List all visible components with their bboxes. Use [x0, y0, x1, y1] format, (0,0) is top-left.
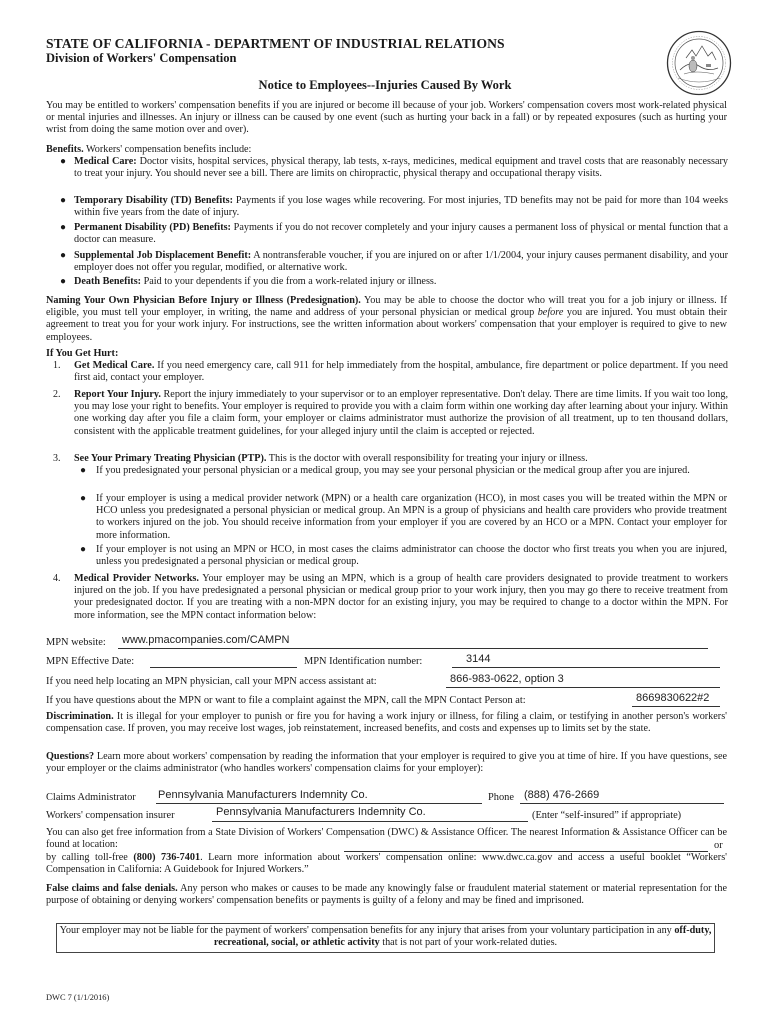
mpn-effective-date-label: MPN Effective Date:: [46, 656, 135, 667]
mpn-website-value[interactable]: www.pmacompanies.com/CAMPN: [122, 634, 290, 646]
form-number: DWC 7 (1/1/2016): [46, 993, 110, 1002]
benefit-label: Supplemental Job Displacement Benefit:: [74, 250, 252, 261]
benefit-supplemental-job: [74, 250, 728, 274]
benefit-label: Death Benefits:: [74, 276, 142, 287]
if-hurt-heading: [46, 348, 727, 360]
benefit-label: Temporary Disability (TD) Benefits:: [74, 195, 233, 206]
if-hurt-title: If You Get Hurt:: [46, 348, 119, 359]
dwc-location-field[interactable]: [344, 839, 708, 852]
benefit-text: A nontransferable voucher, if you are injured on or after 1/1/2004, your injury causes permanent disability, and your employer does not offer you regular, modified, or alternative work.: [74, 250, 728, 274]
dwc-text-2: . Learn more information about workers' compensation online: www.dwc.ca.gov and access a useful booklet “Workers' Compensation in California: A Guidebook for Injured Workers.”: [46, 852, 727, 876]
benefit-permanent-disability: [74, 222, 728, 246]
benefit-label: Permanent Disability (PD) Benefits:: [74, 222, 231, 233]
step-label: Medical Provider Networks.: [74, 573, 199, 584]
benefits-heading: [46, 144, 727, 156]
mpn-effective-date-field[interactable]: [150, 655, 297, 668]
benefit-medical-care: [74, 156, 728, 180]
step-primary-physician: [74, 453, 728, 465]
dwc-text: by calling toll-free: [46, 852, 134, 863]
discrimination-text: It is illegal for your employer to punish or fire you for having a work injury or illness, for filing a claim, or testifying in another person's workers' compensation case. If proven, you may receive lost wages, job reinstatement, increased benefits, and costs and expenses up to limits set by the state.: [46, 711, 727, 735]
step-text: This is the doctor with overall responsibility for treating your injury or illness.: [266, 453, 588, 464]
questions-paragraph: [46, 751, 727, 775]
step-report-injury: [74, 389, 728, 438]
benefit-text: Payments if you do not recover completely and your injury causes a permanent loss of physical or mental function that a doctor can measure.: [74, 222, 728, 246]
mpn-access-value[interactable]: 866-983-0622, option 3: [450, 673, 564, 685]
box-emphasis: off-duty, recreational, social, or athletic activity: [213, 925, 712, 949]
bullet-icon: ●: [60, 156, 67, 167]
false-claims-text: Any person who makes or causes to be made any knowingly false or fraudulent material statement or material representation for the purpose of obtaining or denying workers' compensation benefits or payments is guilty of a felony and may be fined and imprisoned.: [46, 883, 727, 907]
predesignation-text-2: you are injured. You must obtain their agreement to treat you for your work injury. For instructions, see the written information about workers' compensation that your employer is required to give to new employees.: [46, 307, 728, 343]
phone-value[interactable]: (888) 476-2669: [524, 789, 600, 801]
step-label: Report Your Injury.: [74, 389, 161, 400]
questions-heading: Questions?: [46, 751, 95, 762]
benefits-lead: Workers' compensation benefits include:: [83, 144, 252, 155]
benefit-death: [74, 276, 728, 288]
intro-paragraph: You may be entitled to workers' compensation benefits if you are injured or become ill because of your job. Workers' compensation covers most work-related physical or mental injuries and illnesses. An injury or illness can be caused by one event (such as hurting your back in a fall) or by repeated exposures (such as hurting your wrist from doing the same motion over and over).: [46, 100, 727, 136]
ptp-bullet: If your employer is using a medical provider network (MPN) or a health care organization (HCO), in most cases you will be treated within the MPN or HCO unless you predesignated a personal physician or medical group. An MPN is a group of physicians and health care providers who provide treatment to workers injured on the job. You should receive information from your employer if you are covered by an HCO or a MPN. Contact your employer for more information.: [96, 493, 727, 541]
mpn-id-field[interactable]: [452, 655, 720, 668]
false-claims-heading: False claims and false denials.: [46, 883, 178, 894]
agency-heading: STATE OF CALIFORNIA - DEPARTMENT OF INDUSTRIAL RELATIONS: [46, 36, 505, 51]
insurer-label: Workers' compensation insurer: [46, 810, 175, 821]
step-number: 4.: [53, 573, 61, 584]
insurer-note: (Enter “self-insured” if appropriate): [532, 810, 682, 821]
step-label: Get Medical Care.: [74, 360, 155, 371]
claims-admin-label: Claims Administrator: [46, 792, 136, 803]
box-text: Your employer may not be liable for the payment of workers' compensation benefits for any injury that arises from your voluntary participation in any: [59, 925, 675, 936]
step-number: 3.: [53, 453, 61, 464]
step-number: 1.: [53, 360, 61, 371]
step-text: Report the injury immediately to your supervisor or to an employer representative. Don't delay. There are time limits. If you wait too long, you may lose your right to benefits. Your employer is required to provide you with a claim form within one working day after learning about your injury. Within one working day after you file a claim form, your employer or claims administrator must authorize the provision of all treatment, up to ten thousand dollars, consistent with the applicable treatment guidelines, for your alleged injury until the claim is accepted or rejected.: [74, 389, 728, 437]
mpn-id-value[interactable]: 3144: [466, 653, 491, 665]
step-medical-care: [74, 360, 728, 384]
mpn-id-label: MPN Identification number:: [304, 656, 423, 667]
dwc-paragraph: You can also get free information from a State Division of Workers' Compensation (DWC) & Assistance Officer. The nearest Information & Assistance Officer can be found at location:: [46, 827, 727, 851]
bullet-icon: ●: [60, 195, 67, 206]
dwc-paragraph-2: [46, 852, 727, 876]
benefit-label: Medical Care:: [74, 156, 137, 167]
step-label: See Your Primary Treating Physician (PTP).: [74, 453, 267, 464]
bullet-icon: ●: [80, 493, 87, 504]
insurer-value[interactable]: Pennsylvania Manufacturers Indemnity Co.: [216, 806, 426, 818]
step-mpn: [74, 573, 728, 622]
bullet-icon: ●: [60, 276, 67, 287]
phone-label: Phone: [488, 792, 514, 803]
claims-admin-value[interactable]: Pennsylvania Manufacturers Indemnity Co.: [158, 789, 368, 801]
ptp-bullet: If you predesignated your personal physician or a medical group, you may see your personal physician or the medical group after you are injured.: [96, 465, 690, 476]
discrimination-heading: Discrimination.: [46, 711, 114, 722]
off-duty-notice-box: [56, 923, 715, 953]
benefit-temporary-disability: [74, 195, 728, 219]
benefit-text: Doctor visits, hospital services, physical therapy, lab tests, x-rays, medicines, medical equipment and travel costs that are reasonably necessary to treat your injury. You should never see a bill. There are limits on chiropractic, physical therapy and occupational therapy visits.: [74, 156, 728, 180]
predesignation-heading: Naming Your Own Physician Before Injury or Illness (Predesignation).: [46, 295, 361, 306]
dwc-or: or: [714, 840, 723, 851]
step-text: Your employer may be using an MPN, which is a group of health care providers designated to provide treatment to workers injured on the job. If you have predesignated a personal physician or medical group prior to your work injury, then you may go there to receive treatment from your predesignated doctor. If you are treating with a non-MPN doctor for an existing injury, you may be required to change to a doctor within the MPN. For more information, see the MPN contact information below:: [74, 573, 728, 621]
bullet-icon: ●: [60, 250, 67, 261]
box-text-2: that is not part of your work-related duties.: [379, 937, 558, 949]
benefits-title: Benefits.: [46, 144, 84, 155]
step-number: 2.: [53, 389, 61, 400]
bullet-icon: ●: [80, 544, 87, 555]
step-text: If you need emergency care, call 911 for help immediately from the hospital, ambulance, fire department or police department. If you need first aid, contact your employer.: [74, 360, 729, 384]
mpn-website-label: MPN website:: [46, 637, 106, 648]
discrimination-paragraph: [46, 711, 727, 735]
predesignation-paragraph: [46, 295, 727, 344]
mpn-access-label: If you need help locating an MPN physician, call your MPN access assistant at:: [46, 676, 377, 687]
bullet-icon: ●: [80, 465, 87, 476]
ptp-bullet: If your employer is not using an MPN or HCO, in most cases the claims administrator can choose the doctor who first treats you when you are injured, unless you predesignated a personal physician or medical group.: [96, 544, 727, 568]
questions-text: Learn more about workers' compensation by reading the information that your employer is required to give you at time of hire. If you have questions, see your employer or the claims administrator (who handles workers' compensation claims for your employer):: [46, 751, 727, 775]
mpn-contact-value[interactable]: 8669830622#2: [636, 692, 710, 704]
false-claims-paragraph: [46, 883, 727, 907]
benefit-text: Payments if you lose wages while recovering. For most injuries, TD benefits may not be paid for more than 104 weeks within five years from the date of injury.: [74, 195, 728, 219]
mpn-contact-label: If you have questions about the MPN or want to file a complaint against the MPN, call the MPN Contact Person at:: [46, 695, 526, 706]
predesignation-emphasis: before: [537, 307, 564, 319]
bullet-icon: ●: [60, 222, 67, 233]
division-heading: Division of Workers' Compensation: [46, 51, 237, 65]
dwc-phone: (800) 736-7401: [133, 852, 201, 863]
benefit-text: Paid to your dependents if you die from a work-related injury or illness.: [141, 276, 437, 287]
page-title: Notice to Employees--Injuries Caused By Work: [258, 78, 512, 92]
predesignation-text: You may be able to choose the doctor who will treat you for a job injury or illness. If eligible, you must tell your employer, in writing, the name and address of your personal physician or medical group: [46, 295, 727, 319]
